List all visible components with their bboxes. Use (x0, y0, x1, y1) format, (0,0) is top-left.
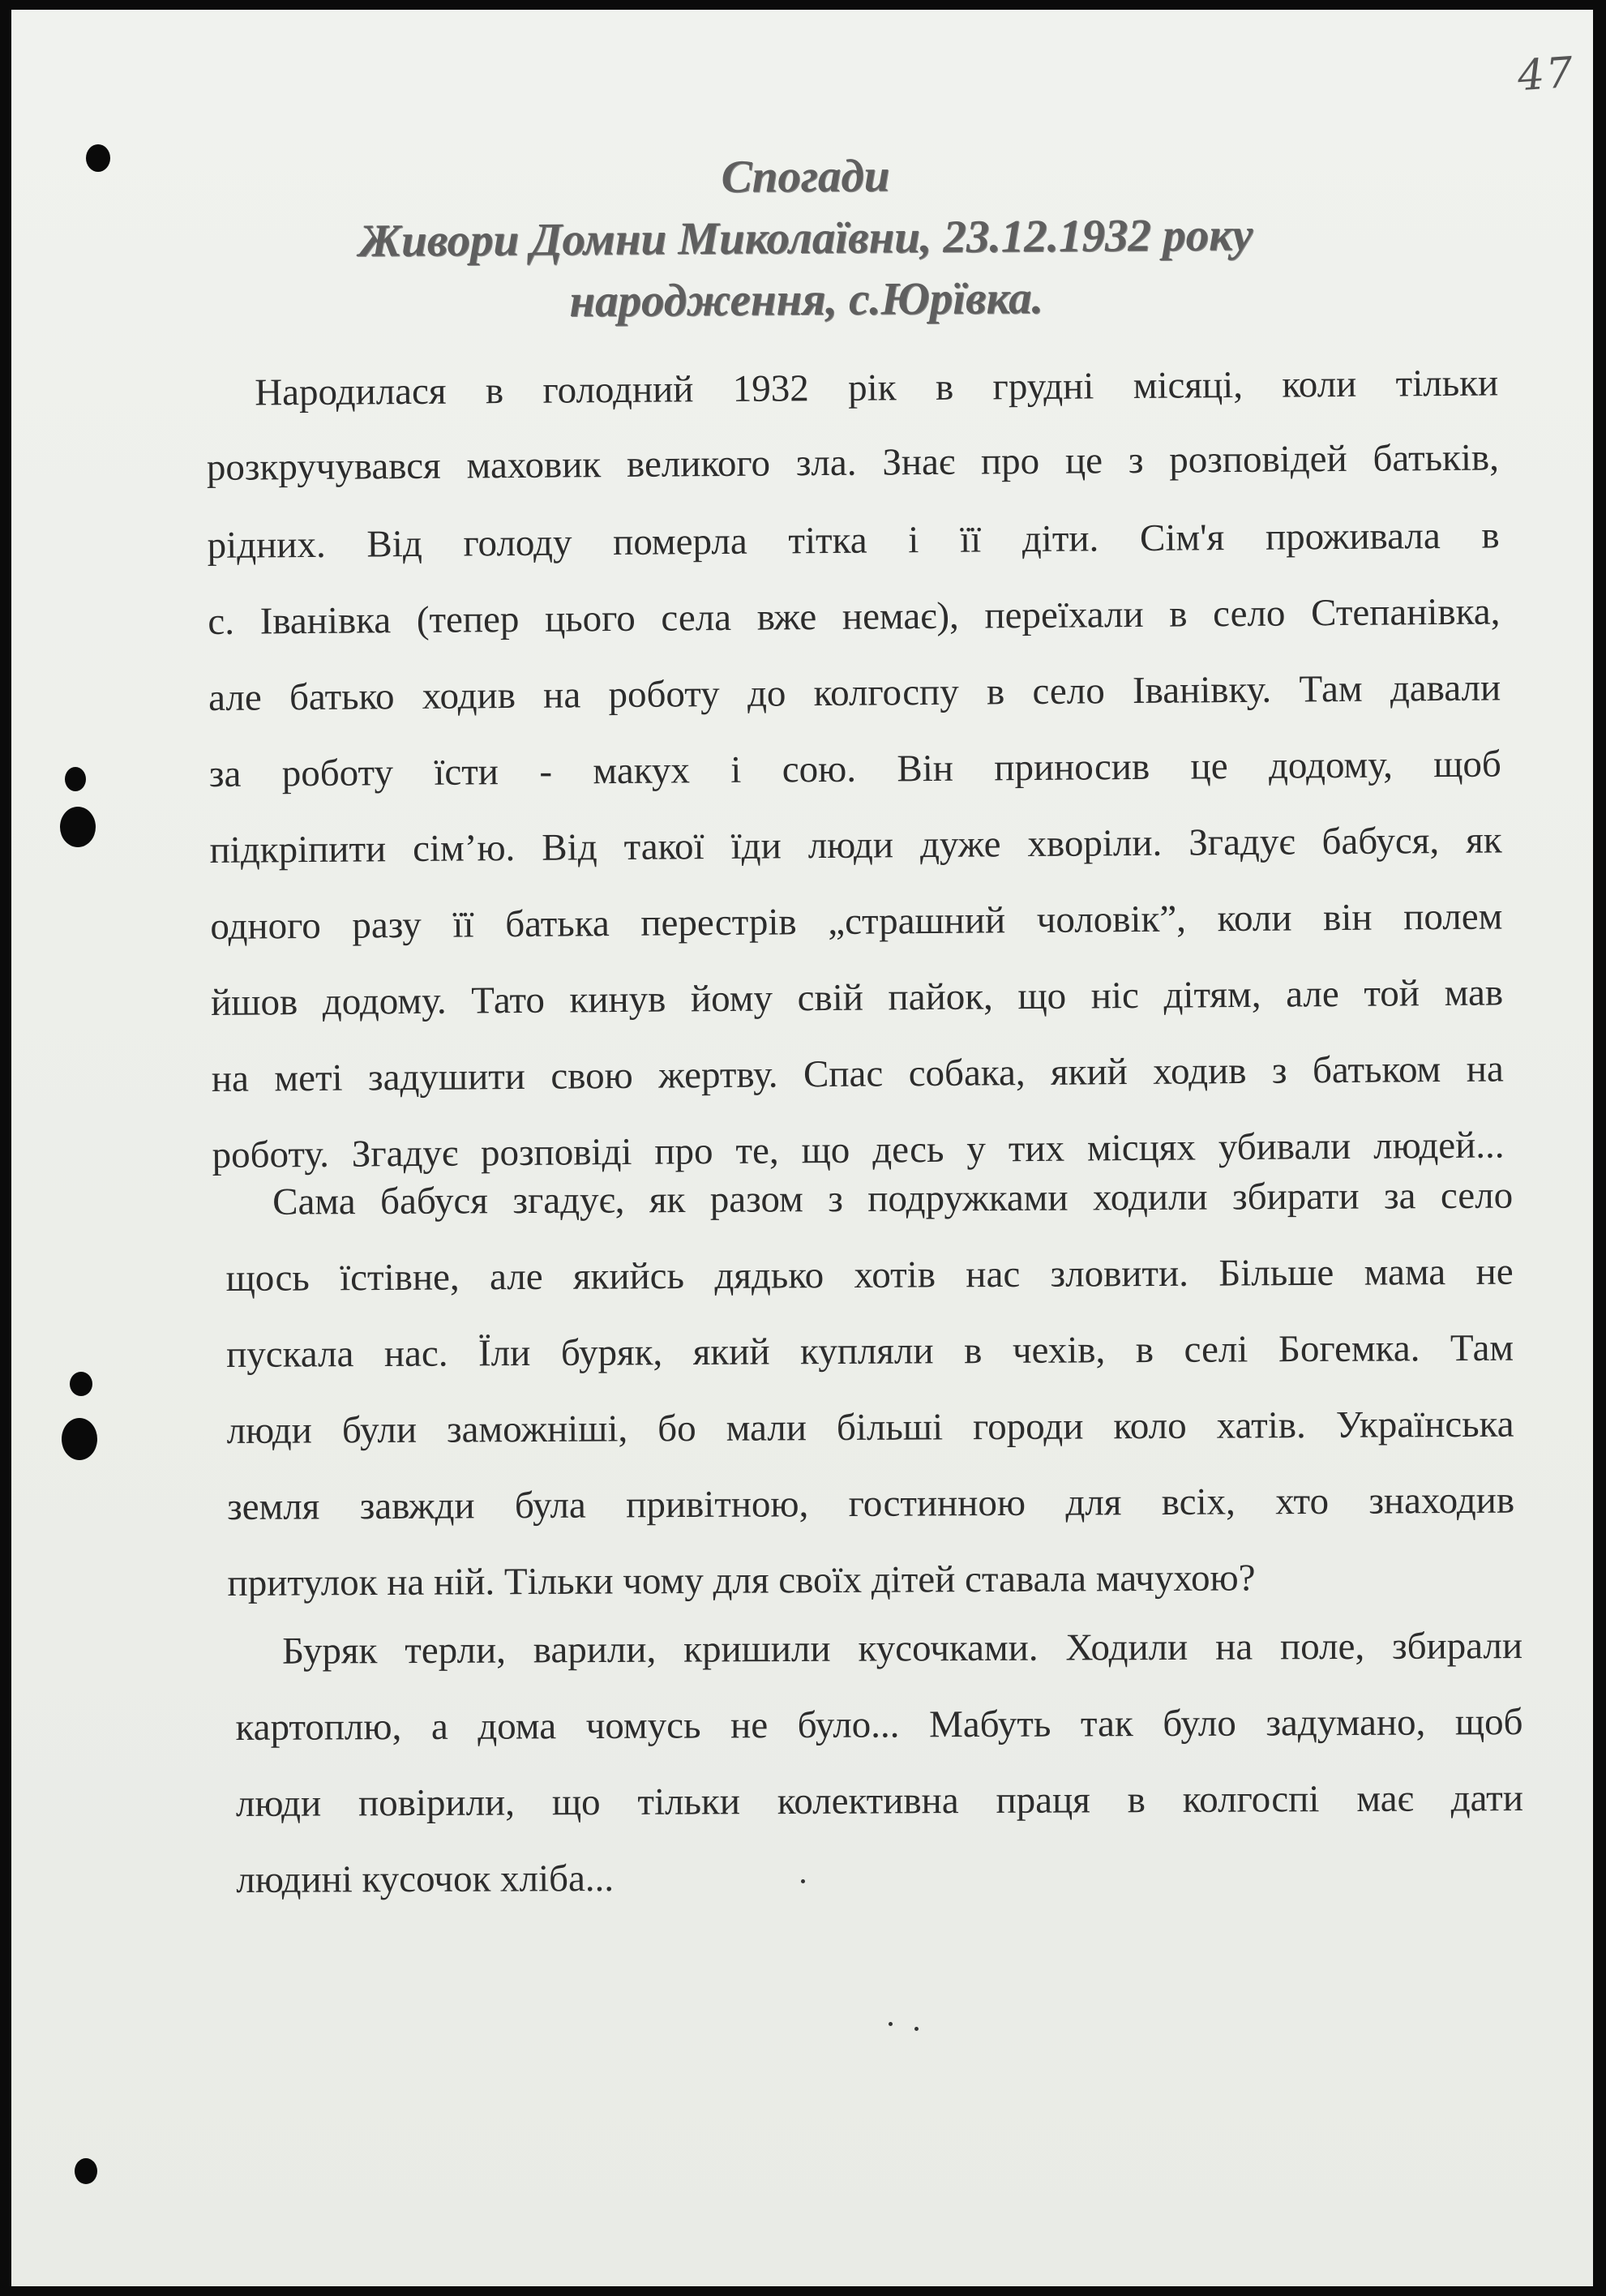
text-line: с. Іванівка (тепер цього села вже немає), переїхали в село Степанівка, (208, 590, 1501, 643)
text-line: люди були заможніші, бо мали більші городи коло хатів. Українська (226, 1403, 1514, 1452)
text-line: люди повірили, що тільки колективна праця в колгоспі має дати (235, 1777, 1524, 1825)
text-line: але батько ходив на роботу до колгоспу в село Іванівку. Там давали (208, 666, 1501, 719)
text-line: розкручувався маховик великого зла. Знає про це з розповідей батьків, (206, 436, 1500, 489)
text-line: Народилася в голодний 1932 рік в грудні місяці, коли тільки (255, 362, 1499, 414)
text-line: Сама бабуся згадує, як разом з подружками ходили збирати за село (272, 1174, 1514, 1223)
text-line: пускала нас. Їли буряк, який купляли в чехів, в селі Богемка. Там (225, 1326, 1514, 1376)
punch-hole-6 (75, 2158, 97, 2184)
text-line: одного разу її батька перестрів „страшний чоловік”, коли він полем (210, 895, 1503, 948)
document-title (173, 142, 1439, 336)
text-line: притулок на ній. Тільки чому для своїх дітей ставала мачухою? (227, 1557, 1256, 1604)
speck (889, 2022, 893, 2026)
punch-hole-3 (60, 807, 96, 847)
text-line: земля завжди була привітною, гостинною для всіх, хто знаходив (226, 1479, 1515, 1528)
text-line: підкріпити сім’ю. Від такої їди люди дуже хворіли. Згадує бабуся, як (209, 819, 1502, 872)
text-line: роботу. Згадує розповіді про те, що десь у тих місцях убивали людей... (212, 1124, 1505, 1176)
text-line: йшов додому. Тато кинув йому свій пайок, що ніс дітям, але той мав (210, 971, 1504, 1024)
title-line-1: Спогади (721, 150, 890, 203)
text-line: людині кусочок хліба... (236, 1857, 615, 1901)
title-line-2: Живори Домни Миколаївни, 23.12.1932 року (358, 209, 1253, 267)
text-line: рідних. Від голоду померла тітка і її діти. Сім'я проживала в (207, 514, 1500, 567)
text-line: на меті задушити свою жертву. Спас собака, який ходив з батьком на (211, 1047, 1505, 1100)
document-page (11, 10, 1593, 2286)
speck (914, 2027, 919, 2031)
text-line: картоплю, а дома чомусь не було... Мабуть так було задумано, щоб (235, 1701, 1523, 1749)
text-line: Буряк терли, варили, кришили кусочками. Ходили на поле, збирали (282, 1625, 1523, 1673)
speck (801, 1879, 805, 1883)
page-number: 47 (1515, 48, 1577, 101)
title-line-3: народження, с.Юрївка. (569, 272, 1043, 328)
punch-hole-4 (70, 1372, 92, 1396)
punch-hole-5 (62, 1418, 97, 1460)
punch-hole-1 (86, 144, 110, 172)
text-line: за роботу їсти - макух і сою. Він приносив це додому, щоб (208, 743, 1502, 795)
text-line: щось їстівне, але якийсь дядько хотів нас зловити. Більше мама не (225, 1250, 1514, 1300)
punch-hole-2 (65, 767, 86, 791)
